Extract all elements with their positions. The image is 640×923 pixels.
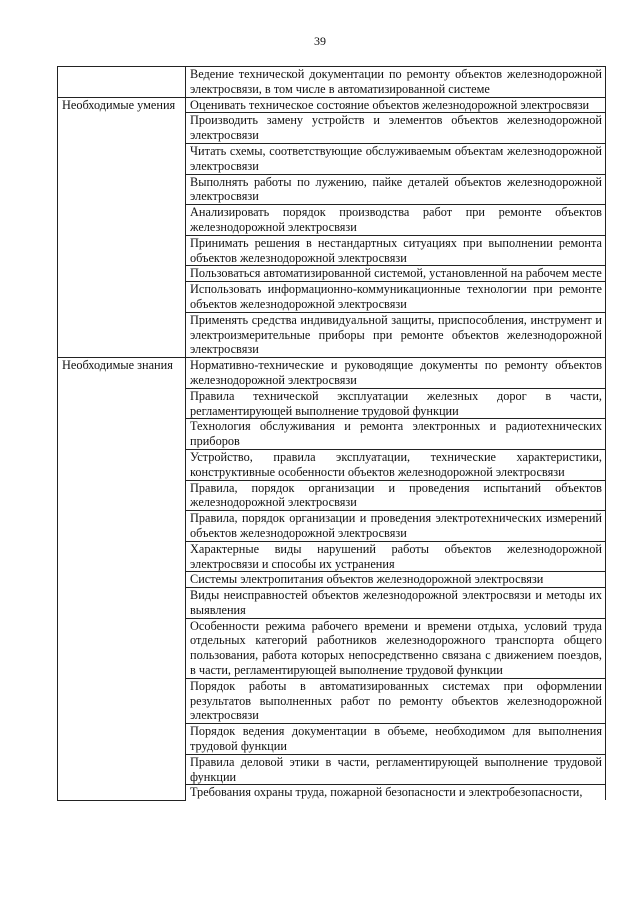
table-cell: Пользоваться автоматизированной системой, установленной на рабочем месте xyxy=(186,266,606,282)
table-cell: Правила деловой этики в части, регламентирующей выполнение трудовой функции xyxy=(186,754,606,785)
table-cell: Порядок работы в автоматизированных системах при оформлении результатов выполненных работ по ремонту объектов железнодорожной электросвязи xyxy=(186,678,606,723)
skills-label: Необходимые умения xyxy=(58,97,186,358)
table-cell: Применять средства индивидуальной защиты, приспособления, инструмент и электроизмерительные приборы при ремонте объектов железнодорожной электросвязи xyxy=(186,312,606,357)
table-cell: Особенности режима рабочего времени и времени отдыха, условий труда отдельных категорий работников железнодорожного транспорта общего пользования, работа которых непосредственно связана с движением поездов, в части, регламентирующей выполнение трудовой функции xyxy=(186,618,606,678)
table-row xyxy=(58,97,606,113)
table-cell: Использовать информационно-коммуникационные технологии при ремонте объектов железнодорожной электросвязи xyxy=(186,282,606,313)
table-cell: Устройство, правила эксплуатации, технические характеристики, конструктивные особенности объектов железнодорожной электросвязи xyxy=(186,449,606,480)
requirements-table xyxy=(57,66,606,801)
table-cell: Анализировать порядок производства работ при ремонте объектов железнодорожной электросвязи xyxy=(186,205,606,236)
table-cell: Правила, порядок организации и проведения электротехнических измерений объектов железнодорожной электросвязи xyxy=(186,511,606,542)
table-cell: Виды неисправностей объектов железнодорожной электросвязи и методы их выявления xyxy=(186,588,606,619)
table-cell: Правила, порядок организации и проведения испытаний объектов железнодорожной электросвязи xyxy=(186,480,606,511)
table-cell: Читать схемы, соответствующие обслуживаемым объектам железнодорожной электросвязи xyxy=(186,143,606,174)
table-cell: Порядок ведения документации в объеме, необходимом для выполнения трудовой функции xyxy=(186,724,606,755)
table-cell: Характерные виды нарушений работы объектов железнодорожной электросвязи и способы их устранения xyxy=(186,541,606,572)
table-cell: Требования охраны труда, пожарной безопасности и электробезопасности, xyxy=(186,785,606,800)
row-label xyxy=(58,67,186,98)
table-cell: Технология обслуживания и ремонта электронных и радиотехнических приборов xyxy=(186,419,606,450)
knowledge-label: Необходимые знания xyxy=(58,358,186,801)
table-row xyxy=(58,358,606,389)
table-cell: Ведение технической документации по ремонту объектов железнодорожной электросвязи, в том числе в автоматизированной системе xyxy=(186,67,606,98)
page-number: 39 xyxy=(314,34,326,48)
table-cell: Принимать решения в нестандартных ситуациях при выполнении ремонта объектов железнодорожной электросвязи xyxy=(186,235,606,266)
table-cell: Производить замену устройств и элементов объектов железнодорожной электросвязи xyxy=(186,113,606,144)
table-cell: Нормативно-технические и руководящие документы по ремонту объектов железнодорожной электросвязи xyxy=(186,358,606,389)
table-cell: Правила технической эксплуатации железных дорог в части, регламентирующей выполнение трудовой функции xyxy=(186,388,606,419)
table-cell: Выполнять работы по лужению, пайке деталей объектов железнодорожной электросвязи xyxy=(186,174,606,205)
table-cell: Оценивать техническое состояние объектов железнодорожной электросвязи xyxy=(186,97,606,113)
table-cell: Системы электропитания объектов железнодорожной электросвязи xyxy=(186,572,606,588)
table-row xyxy=(58,67,606,98)
